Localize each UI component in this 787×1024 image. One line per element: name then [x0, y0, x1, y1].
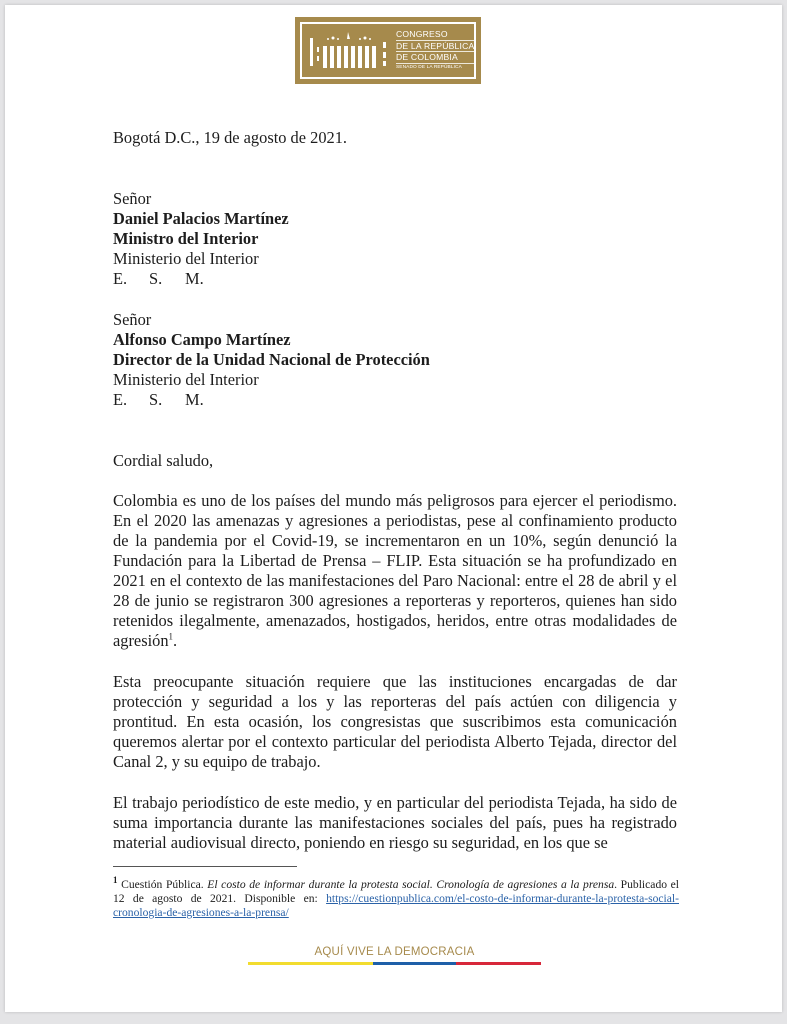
logo-line: DE LA REPÚBLICA	[396, 40, 475, 51]
footnote-source: Cuestión Pública.	[121, 878, 204, 891]
footnote-reference[interactable]: 1	[168, 631, 174, 642]
recipient-name: Alfonso Campo Martínez	[113, 330, 291, 349]
footnote-separator	[113, 866, 297, 867]
flag-blue	[373, 962, 457, 965]
logo-line: DE COLOMBIA	[396, 52, 474, 64]
esm-line	[113, 269, 677, 289]
salutation: Señor	[113, 189, 152, 208]
esm-m: M.	[185, 390, 204, 409]
recipient-title: Director de la Unidad Nacional de Protección	[113, 350, 430, 369]
colombia-flag-bar	[248, 962, 541, 965]
logo-text	[396, 29, 474, 72]
recipient-block-1	[113, 189, 677, 289]
logo-frame	[300, 22, 476, 79]
capitol-building-icon	[308, 30, 388, 76]
document-page	[5, 5, 782, 1012]
paragraph-1	[113, 491, 677, 651]
esm-m: M.	[185, 269, 204, 288]
esm-s: S.	[149, 269, 163, 288]
flag-yellow	[248, 962, 373, 965]
recipient-title: Ministro del Interior	[113, 229, 259, 248]
recipient-name: Daniel Palacios Martínez	[113, 209, 289, 228]
logo-subline: SENADO DE LA REPÚBLICA	[396, 64, 462, 70]
salutation: Señor	[113, 310, 152, 329]
footnote-number: 1	[113, 875, 118, 886]
footnote-published: . Publicado el 12 de agosto de 2021. Disponible en:	[113, 878, 680, 905]
footer-slogan: AQUÍ VIVE LA DEMOCRACIA	[314, 946, 475, 958]
esm-e: E.	[113, 390, 128, 409]
paragraph-2: Esta preocupante situación requiere que las instituciones encargadas de dar protección y seguridad a los y las reporteras del país actúen con diligencia y prontitud. En esta ocasión, los congresistas que suscribimos esta comunicación queremos alertar por el contexto particular del periodista Alberto Tejada, director del Canal 2, y su equipo de trabajo.	[113, 672, 677, 771]
greeting: Cordial saludo,	[113, 451, 214, 470]
paragraph-3: El trabajo periodístico de este medio, y en particular del periodista Tejada, ha sido de suma importancia durante las manifestaciones sociales del país, pues ha registrado material audiovisual directo, poniendo en riesgo su seguridad, en los que se	[113, 793, 677, 852]
esm-s: S.	[149, 390, 163, 409]
congreso-logo	[295, 17, 481, 84]
esm-e: E.	[113, 269, 128, 288]
recipient-block-2	[113, 310, 677, 410]
esm-line	[113, 390, 677, 410]
footnote-title: El costo de informar durante la protesta social. Cronología de agresiones a la prensa	[207, 878, 615, 891]
footnote	[113, 875, 680, 920]
date-line: Bogotá D.C., 19 de agosto de 2021.	[113, 128, 347, 147]
recipient-org: Ministerio del Interior	[113, 249, 259, 268]
paragraph-suffix: .	[173, 631, 178, 650]
flag-red	[456, 962, 541, 965]
recipient-org: Ministerio del Interior	[113, 370, 259, 389]
footnote-link[interactable]: https://cuestionpublica.com/el-costo-de-informar-durante-la-protesta-social-cronologia-de-agresiones-a-la-prensa/	[113, 892, 679, 919]
paragraph-text: Colombia es uno de los países del mundo más peligrosos para ejercer el periodismo. En el 2020 las amenazas y agresiones a periodistas, pese al confinamiento producto de la pandemia por el Covid-19, se incrementaron en un 10%, según denunció la Fundación para la Libertad de Prensa – FLIP. Esta situación se ha profundizado en 2021 en el contexto de las manifestaciones del Paro Nacional: entre el 28 de abril y el 28 de junio se registraron 300 agresiones a reporteras y reporteros, quienes han sido retenidos ilegalmente, amenazados, hostigados, heridos, entre otras modalidades de agresión	[113, 491, 677, 650]
logo-line: CONGRESO	[396, 29, 474, 41]
